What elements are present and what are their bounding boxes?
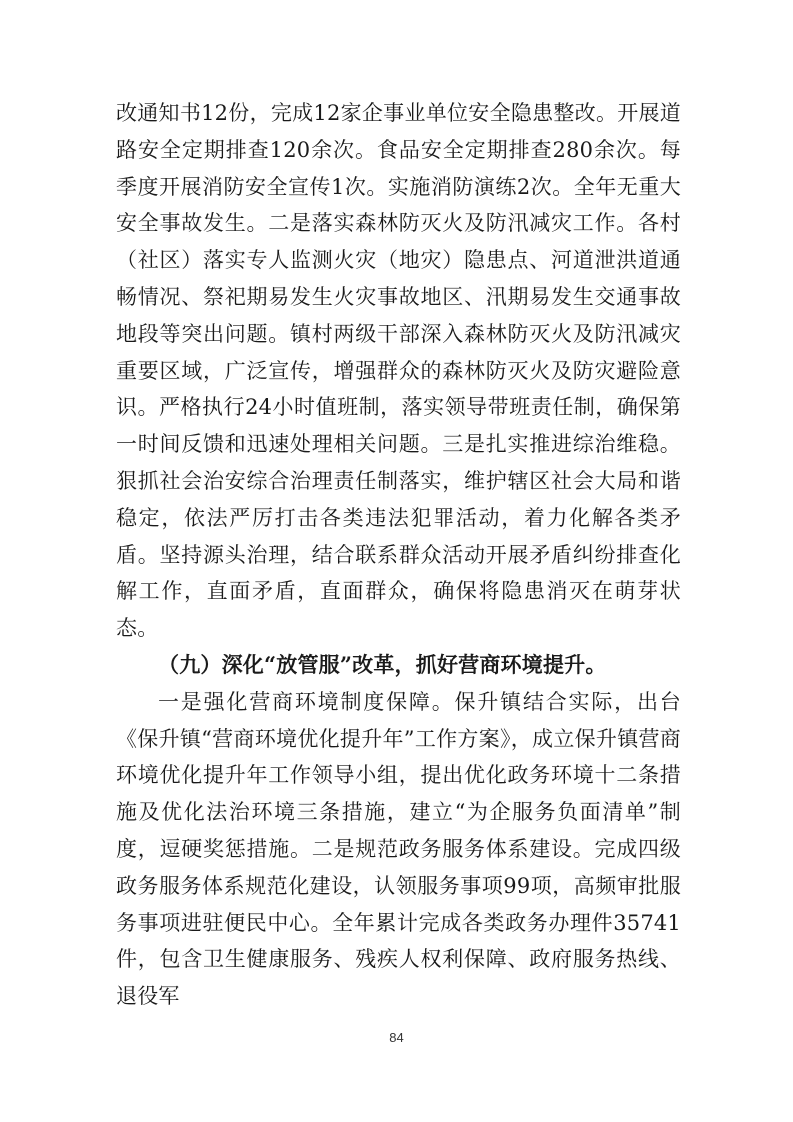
- body-paragraph-2: 一是强化营商环境制度保障。保升镇结合实际，出台《保升镇“营商环境优化提升年”工作方案》，成立保升镇营商环境优化提升年工作领导小组，提出优化政务环境十二条措施及优化法治环境三条措施，建立“为企服务负面清单”制度，逗硬奖惩措施。二是规范政务服务体系建设。完成四级政务服务体系规范化建设，认领服务事项99项，高频审批服务事项进驻便民中心。全年累计完成各类政务办理件35741件，包含卫生健康服务、残疾人权利保障、政府服务热线、退役军: [116, 689, 681, 1009]
- body-paragraph-1: 改通知书12份，完成12家企事业单位安全隐患整改。开展道路安全定期排查120余次。食品安全定期排查280余次。每季度开展消防安全宣传1次。实施消防演练2次。全年无重大安全事故发生。二是落实森林防灭火及防汛减灾工作。各村（社区）落实专人监测火灾（地灾）隐患点、河道泄洪道通畅情况、祭祀期易发生火灾事故地区、汛期易发生交通事故地段等突出问题。镇村两级干部深入森林防灭火及防汛减灾重要区域，广泛宣传，增强群众的森林防灭火及防灾避险意识。严格执行24小时值班制，落实领导带班责任制，确保第一时间反馈和迅速处理相关问题。三是扎实推进综治维稳。狠抓社会治安综合治理责任制落实，维护辖区社会大局和谐稳定，依法严厉打击各类违法犯罪活动，着力化解各类矛盾。坚持源头治理，结合联系群众活动开展矛盾纠纷排查化解工作，直面矛盾，直面群众，确保将隐患消灭在萌芽状态。: [116, 101, 681, 641]
- page-number: 84: [389, 1030, 404, 1045]
- section-heading: （九）深化“放管服”改革，抓好营商环境提升。: [158, 651, 607, 677]
- document-page: [116, 95, 681, 1015]
